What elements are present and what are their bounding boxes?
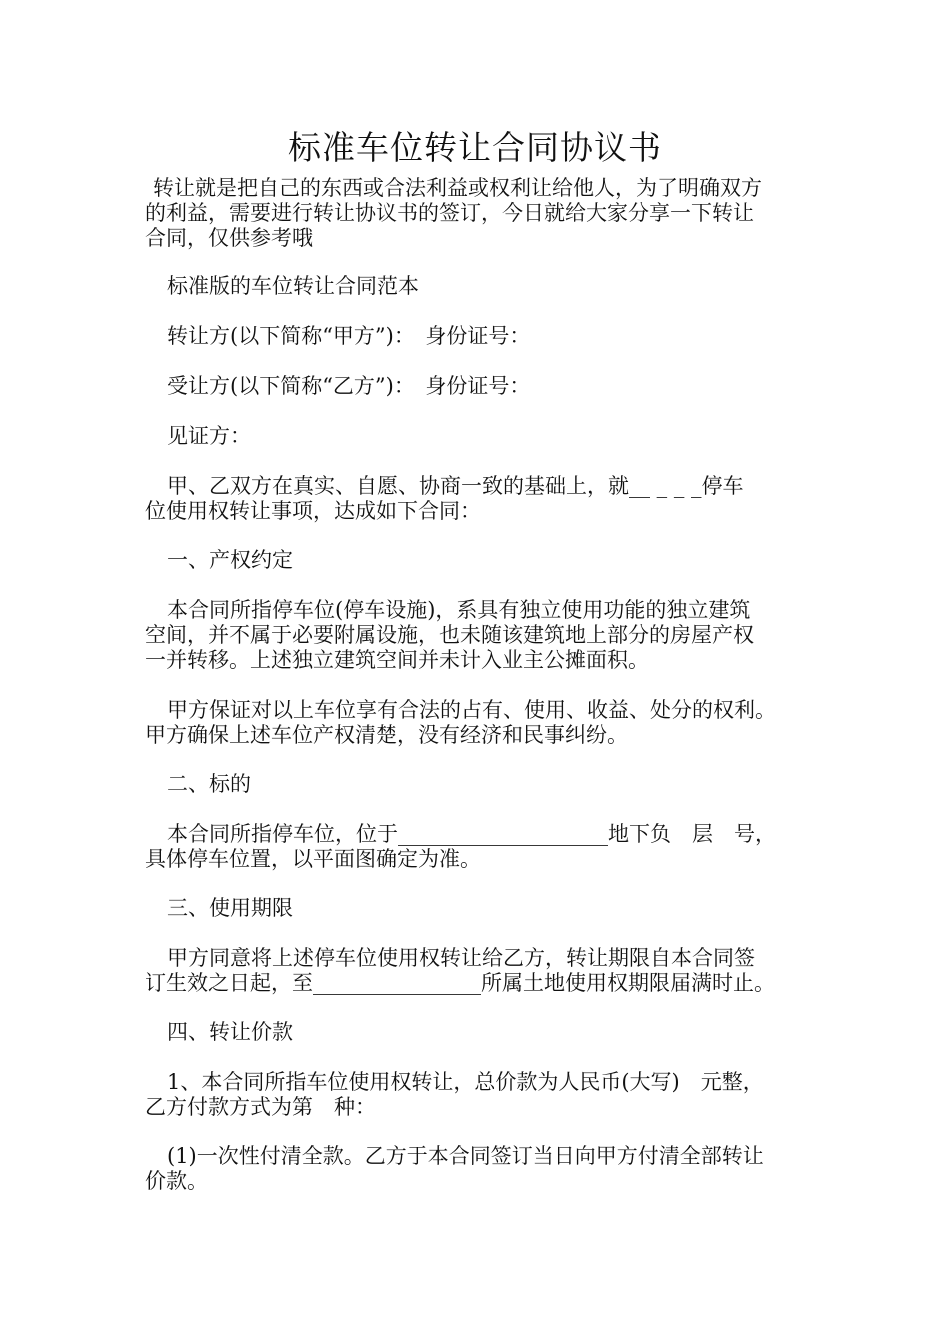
witness-line: 见证方：	[167, 424, 251, 448]
body-line: (1)一次性付清全款。乙方于本合同签订当日向甲方付清全部转让	[167, 1144, 764, 1168]
intro-line: 合同，仅供参考哦	[145, 226, 313, 250]
section-heading-line: 三、使用期限	[167, 896, 293, 920]
section-2-paragraph-1	[145, 822, 810, 872]
transferee-paragraph	[145, 374, 810, 399]
intro-line: 转让就是把自己的东西或合法利益或权利让给他人，为了明确双方	[153, 176, 762, 200]
body-line: 一并转移。上述独立建筑空间并未计入业主公摊面积。	[145, 648, 649, 672]
body-line: 订生效之日起，至________________所属土地使用权期限届满时止。	[145, 971, 775, 995]
section-1-paragraph-2	[145, 698, 810, 748]
body-line: 甲方确保上述车位产权清楚，没有经济和民事纠纷。	[145, 723, 628, 747]
section-heading-line: 四、转让价款	[167, 1020, 293, 1044]
section-3-heading	[145, 896, 810, 921]
subtitle-paragraph	[145, 274, 810, 299]
witness-paragraph	[145, 424, 810, 449]
body-line: 空间，并不属于必要附属设施，也未随该建筑地上部分的房屋产权	[145, 623, 754, 647]
preamble-paragraph	[145, 474, 810, 524]
body-line: 甲方同意将上述停车位使用权转让给乙方，转让期限自本合同签	[167, 946, 755, 970]
intro-paragraph	[145, 176, 810, 251]
section-1-paragraph-1	[145, 598, 810, 673]
document-title: 标准车位转让合同协议书	[288, 128, 662, 167]
section-heading-line: 二、标的	[167, 772, 251, 796]
section-3-paragraph-1	[145, 946, 810, 996]
body-line: 本合同所指停车位，位于____________________地下负 层 号，	[167, 822, 776, 846]
section-1-heading	[145, 548, 810, 573]
section-4-paragraph-2	[145, 1144, 810, 1194]
transferor-line: 转让方(以下简称“甲方”)： 身份证号：	[167, 324, 531, 348]
transferee-line: 受让方(以下简称“乙方”)： 身份证号：	[167, 374, 531, 398]
transferor-paragraph	[145, 324, 810, 349]
preamble-line: 甲、乙双方在真实、自愿、协商一致的基础上，就__ _ _ _停车	[167, 474, 744, 498]
body-line: 1、本合同所指车位使用权转让，总价款为人民币(大写) 元整，	[167, 1070, 764, 1094]
intro-line: 的利益，需要进行转让协议书的签订，今日就给大家分享一下转让	[145, 201, 754, 225]
subtitle-line: 标准版的车位转让合同范本	[167, 274, 419, 298]
body-line: 价款。	[145, 1169, 208, 1193]
section-2-heading	[145, 772, 810, 797]
body-line: 甲方保证对以上车位享有合法的占有、使用、收益、处分的权利。	[167, 698, 776, 722]
preamble-line: 位使用权转让事项，达成如下合同：	[145, 499, 481, 523]
section-4-paragraph-1	[145, 1070, 810, 1120]
section-heading-line: 一、产权约定	[167, 548, 293, 572]
section-4-heading	[145, 1020, 810, 1045]
body-line: 具体停车位置，以平面图确定为准。	[145, 847, 481, 871]
body-line: 乙方付款方式为第 种：	[145, 1095, 376, 1119]
body-line: 本合同所指停车位(停车设施)，系具有独立使用功能的独立建筑	[167, 598, 751, 622]
